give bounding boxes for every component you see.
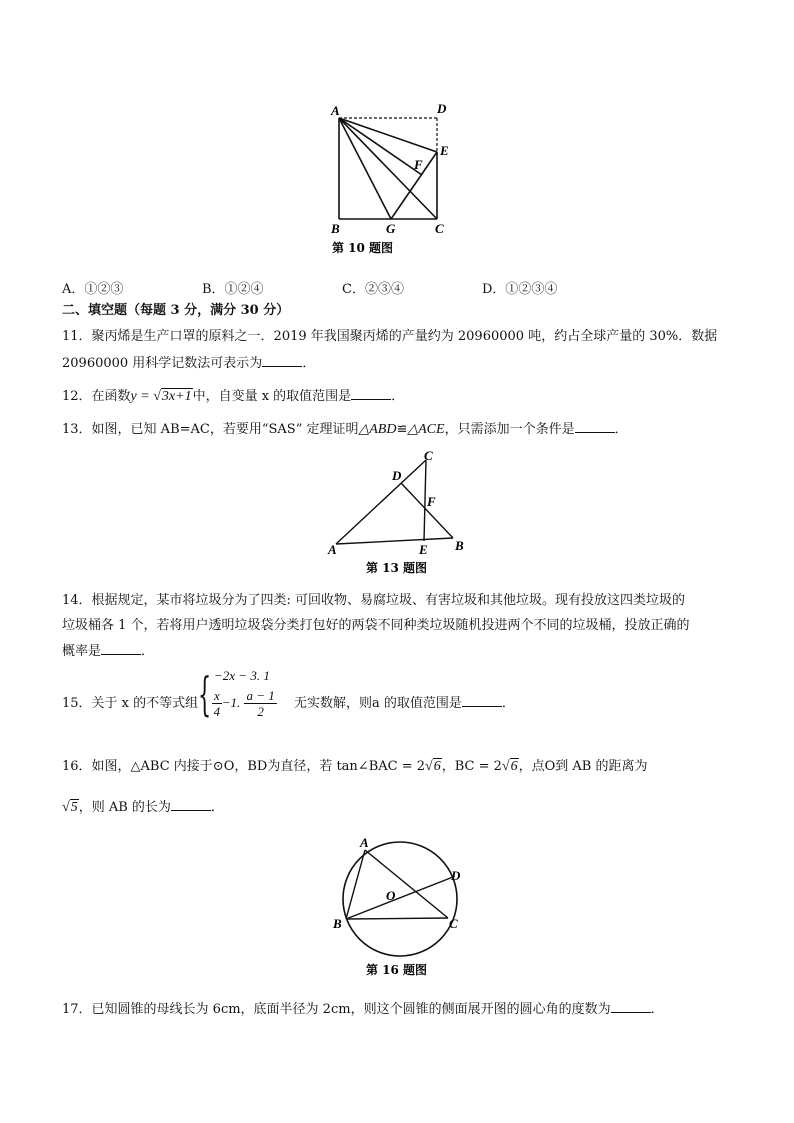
label-E: E [440,143,449,158]
choice-b: B．①②④ [202,282,264,297]
inequality-1: −2x − 3. 1 [214,668,270,683]
section-heading: 二、填空题（每题 3 分，满分 30 分） [62,303,290,318]
choice-d: D．①②③④ [482,282,558,297]
question-17: 17．已知圆锥的母线长为 6cm，底面半径为 2cm，则这个圆锥的侧面展开图的圆心角的度数为 ． [62,1002,664,1017]
answer-blank-13[interactable] [575,420,615,433]
question-14-line1: 14．根据规定，某市将垃圾分为了四类: 可回收物、易腐垃圾、有害垃圾和其他垃圾。现有投放这四类垃圾的 [62,593,686,608]
question-15: 15．关于 x 的不等式组 { −2x − 3. 1 $\frac{x}{4}$ −1. $\frac{a - 1}{2}$ 无实数解，则a 的取值范围是 ． [62,667,515,721]
label-B: B [455,538,464,553]
answer-blank-11[interactable] [262,354,302,367]
label-C: C [435,221,444,236]
system-brace: { [198,667,212,721]
choice-c: C．②③④ [342,282,404,297]
answer-blank-17[interactable] [611,1000,651,1013]
answer-blank-12[interactable] [351,387,391,400]
label-F: F [414,157,423,172]
answer-blank-16[interactable] [171,798,211,811]
figure-13 [322,446,472,576]
label-D: D [437,101,447,116]
figure-16-diagram [330,832,470,982]
answer-blank-14[interactable] [101,642,141,655]
question-11-text: 20960000 用科学记数法可表示为 [62,356,263,371]
label-B: B [333,916,342,931]
label-C: C [449,916,458,931]
label-D: D [392,468,402,483]
question-12: 12．在函数y = √3x+1中，自变量 x 的取值范围是 ． [62,389,405,404]
circle-O [343,842,457,956]
question-14-line3: 概率是 ． [62,644,155,659]
label-C: C [424,448,433,463]
label-G: G [386,221,396,236]
label-D: D [451,868,461,883]
figure-13-diagram [322,446,472,576]
question-11-line1: 11．聚丙烯是生产口罩的原料之一．2019 年我国聚丙烯的产量约为 20960000 吨，约占全球产量的 30%．数据 [62,329,718,344]
figure-13-caption: 第 13 题图 [366,561,428,575]
question-11-line2: 20960000 用科学记数法可表示为 ． [62,356,316,371]
choice-a: A．①②③ [62,282,124,297]
question-14-line2: 垃圾桶各 1 个，若将用户透明垃圾袋分类打包好的两袋不同种类垃圾随机投进两个不同的垃圾桶，投放正确的 [62,618,690,633]
label-A: A [331,103,340,118]
figure-10 [326,100,456,260]
radicand: 3x+1 [161,389,192,404]
question-13: 13．如图，已知 AB=AC，若要用“SAS” 定理证明△ABD≌△ACE，只需添加一个条件是 ． [62,422,628,437]
figure-10-caption: 第 10 题图 [332,241,394,255]
label-A: A [328,542,337,557]
question-16-line2: √5，则 AB 的长为 ． [62,800,224,815]
figure-16-caption: 第 16 题图 [366,963,428,977]
answer-blank-15[interactable] [462,694,502,707]
label-O: O [386,888,396,903]
label-A: A [360,835,369,850]
inequality-2: $\frac{x}{4}$ −1. $\frac{a - 1}{2}$ [213,688,275,719]
question-16-line1: 16．如图，△ABC 内接于⊙O，BD为直径，若 tan∠BAC = 2√6，BC = 2√6，点O到 AB 的距离为 [62,759,648,774]
figure-16 [330,832,470,982]
label-B: B [331,221,340,236]
figure-10-diagram [326,100,456,260]
label-F: F [427,494,436,509]
label-E: E [419,542,428,557]
